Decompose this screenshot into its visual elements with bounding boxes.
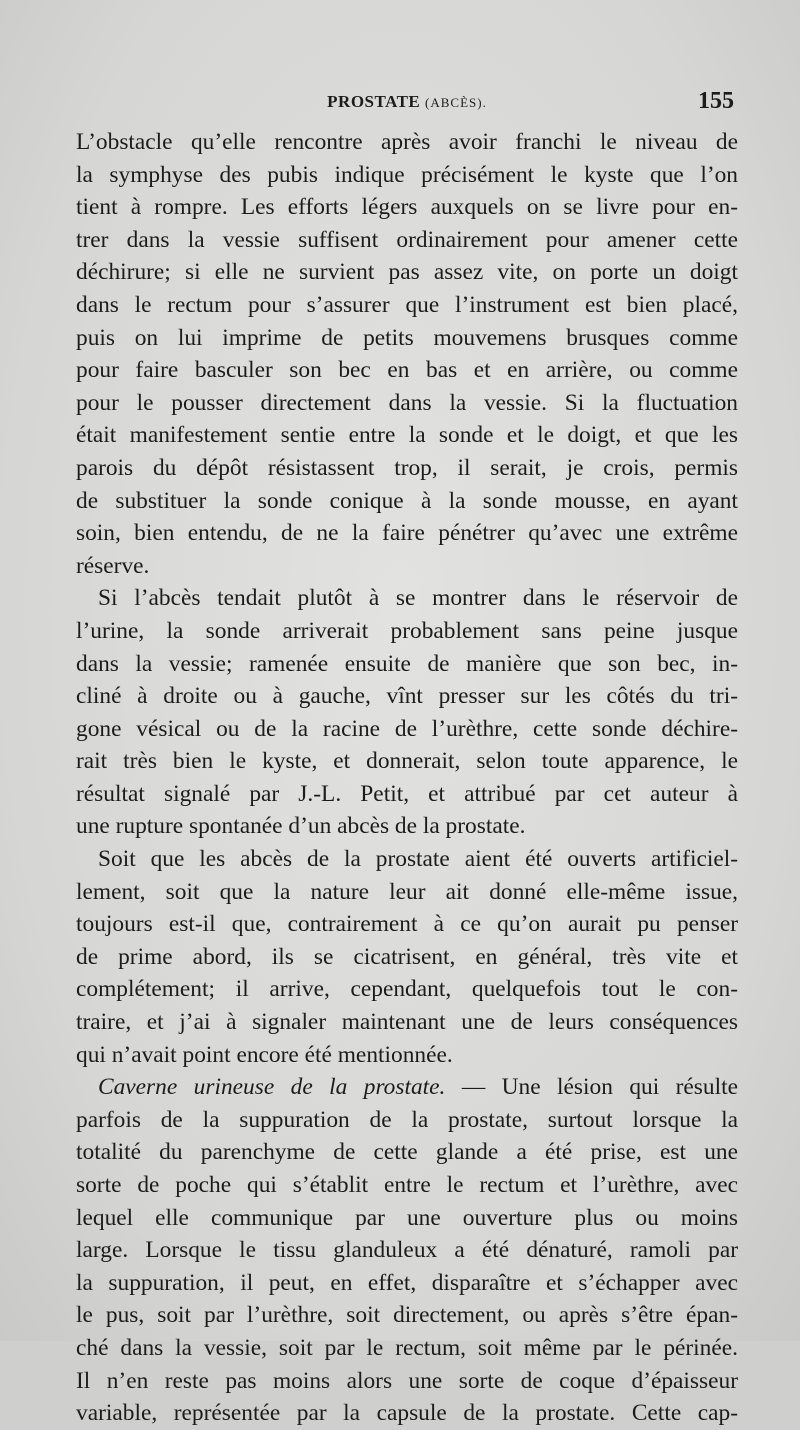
paragraph-start-line: Si l’abcès tendait plutôt à se montrer dans le réservoir de <box>98 585 738 612</box>
section-heading-rest: — Une lésion qui résulte <box>445 1074 738 1101</box>
text-line: la symphyse des pubis indique précisément le kyste que l’on <box>76 161 738 188</box>
text-line: totalité du parenchyme de cette glande a été prise, est une <box>76 1139 738 1166</box>
text-line: traire, et j’ai à signaler maintenant une de leurs conséquences <box>76 1009 738 1036</box>
text-line: complétement; il arrive, cependant, quelquefois tout le con- <box>76 976 738 1003</box>
text-line: réserve. <box>76 552 150 579</box>
text-line: lement, soit que la nature leur ait donné elle-même issue, <box>76 878 738 905</box>
page-number: 155 <box>698 88 734 114</box>
text-line: parfois de la suppuration de la prostate, surtout lorsque la <box>76 1106 738 1133</box>
text-line: l’urine, la sonde arriverait probablement sans peine jusque <box>76 617 738 644</box>
text-line: dans le rectum pour s’assurer que l’instrument est bien placé, <box>76 291 738 318</box>
text-line: cliné à droite ou à gauche, vînt presser sur les côtés du tri- <box>76 683 738 710</box>
text-line: qui n’avait point encore été mentionnée. <box>76 1041 453 1068</box>
text-line: variable, représentée par la capsule de la prostate. Cette cap- <box>76 1400 738 1427</box>
text-line: de prime abord, ils se cicatrisent, en général, très vite et <box>76 943 738 970</box>
text-line: déchirure; si elle ne survient pas assez vite, on porte un doigt <box>76 259 738 286</box>
text-line: ché dans la vessie, soit par le rectum, soit même par le périnée. <box>76 1334 738 1361</box>
text-line: gone vésical ou de la racine de l’urèthre, cette sonde déchire- <box>76 715 738 742</box>
text-line: Il n’en reste pas moins alors une sorte de coque d’épaisseur <box>76 1367 738 1394</box>
running-header <box>76 88 738 122</box>
text-line: parois du dépôt résistassent trop, il serait, je crois, permis <box>76 454 738 481</box>
text-line: pour le pousser directement dans la vessie. Si la fluctuation <box>76 389 738 416</box>
body-text <box>76 126 738 1430</box>
text-line: le pus, soit par l’urèthre, soit directement, ou après s’être épan- <box>76 1302 738 1329</box>
text-line: sorte de poche qui s’établit entre le rectum et l’urèthre, avec <box>76 1172 738 1198</box>
text-line: dans la vessie; ramenée ensuite de manière que son bec, in- <box>76 650 738 677</box>
section-heading-line <box>76 1071 738 1104</box>
section-heading-italic: Caverne urineuse de la prostate. <box>98 1074 446 1101</box>
text-line: L’obstacle qu’elle rencontre après avoir franchi le niveau de <box>76 129 738 155</box>
running-title <box>76 92 738 112</box>
text-line: large. Lorsque le tissu glanduleux a été dénaturé, ramoli par <box>76 1237 738 1264</box>
text-line: trer dans la vessie suffisent ordinairement pour amener cette <box>76 226 738 253</box>
text-line: soin, bien entendu, de ne la faire pénétrer qu’avec une extrême <box>76 520 738 547</box>
paragraph-start-line: Soit que les abcès de la prostate aient été ouverts artificiel- <box>98 846 738 873</box>
text-line: une rupture spontanée d’un abcès de la prostate. <box>76 813 526 840</box>
text-line: puis on lui imprime de petits mouvemens brusques comme <box>76 324 738 351</box>
text-line: résultat signalé par J.-L. Petit, et attribué par cet auteur à <box>76 780 738 807</box>
running-title-main: PROSTATE <box>327 92 421 111</box>
text-line: lequel elle communique par une ouverture plus ou moins <box>76 1204 738 1231</box>
text-line: la suppuration, il peut, en effet, disparaître et s’échapper avec <box>76 1269 738 1296</box>
text-line: pour faire basculer son bec en bas et en arrière, ou comme <box>76 357 738 384</box>
text-line: était manifestement sentie entre la sonde et le doigt, et que les <box>76 422 738 449</box>
running-title-sub: (ABCÈS). <box>425 95 487 110</box>
text-line: tient à rompre. Les efforts légers auxquels on se livre pour en- <box>76 194 738 221</box>
text-line: toujours est-il que, contrairement à ce qu’on aurait pu penser <box>76 911 738 938</box>
text-line: de substituer la sonde conique à la sonde mousse, en ayant <box>76 487 738 514</box>
text-line: rait très bien le kyste, et donnerait, selon toute apparence, le <box>76 748 738 775</box>
